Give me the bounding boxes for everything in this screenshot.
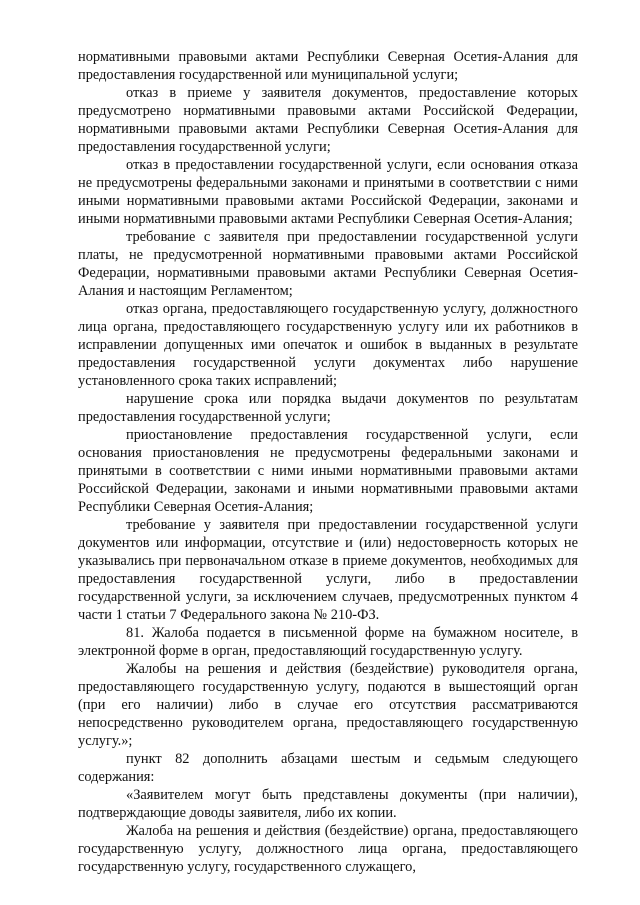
paragraph-7: приостановление предоставления государственной услуги, если основания приостановления не предусмотрены федеральными законами и принятыми в соответствии с ними иными нормативными правовыми актами Российской Федерации, законами и иными нормативными правовыми актами Республики Северная Осетия-Алания; [78,427,578,515]
paragraph-6: нарушение срока или порядка выдачи документов по результатам предоставления государственной услуги; [78,391,578,425]
paragraph-5: отказ органа, предоставляющего государственную услугу, должностного лица органа, предоставляющего государственную услугу или их работников в исправлении допущенных ими опечаток и ошибок в выданных в результате предоставления государственной услуги документах либо нарушение установленного срока таких исправлений; [78,301,578,389]
paragraph-2: отказ в приеме у заявителя документов, предоставление которых предусмотрено нормативными правовыми актами Российской Федерации, нормативными правовыми актами Республики Северная Осетия-Алания для предоставления государственной услуги; [78,85,578,155]
paragraph-1: нормативными правовыми актами Республики Северная Осетия-Алания для предоставления государственной или муниципальной услуги; [78,49,578,83]
paragraph-9: 81. Жалоба подается в письменной форме на бумажном носителе, в электронной форме в орган, предоставляющий государственную услугу. [78,625,578,659]
paragraph-3: отказ в предоставлении государственной услуги, если основания отказа не предусмотрены федеральными законами и принятыми в соответствии с ними иными нормативными правовыми актами Российской Федерации, законами и иными нормативными правовыми актами Республики Северная Осетия-Алания; [78,157,578,227]
paragraph-13: Жалоба на решения и действия (бездействие) органа, предоставляющего государственную услугу, должностного лица органа, предоставляющего государственную услугу, государственного служащего, [78,823,578,875]
paragraph-10: Жалобы на решения и действия (бездействие) руководителя органа, предоставляющего государственную услугу, подаются в вышестоящий орган (при его наличии) либо в случае его отсутствия рассматриваются непосредственно руководителем органа, предоставляющего государственную услугу.»; [78,661,578,749]
paragraph-11: пункт 82 дополнить абзацами шестым и седьмым следующего содержания: [78,751,578,785]
paragraph-4: требование с заявителя при предоставлении государственной услуги платы, не предусмотренной нормативными правовыми актами Российской Федерации, нормативными правовыми актами Республики Северная Осетия-Алания и настоящим Регламентом; [78,229,578,299]
paragraph-12: «Заявителем могут быть представлены документы (при наличии), подтверждающие доводы заявителя, либо их копии. [78,787,578,821]
document-page [78,48,578,876]
paragraph-8: требование у заявителя при предоставлении государственной услуги документов или информации, отсутствие и (или) недостоверность которых не указывались при первоначальном отказе в приеме документов, необходимых для предоставления государственной услуги, либо в предоставлении государственной услуги, за исключением случаев, предусмотренных пунктом 4 части 1 статьи 7 Федерального закона № 210-ФЗ. [78,517,578,623]
